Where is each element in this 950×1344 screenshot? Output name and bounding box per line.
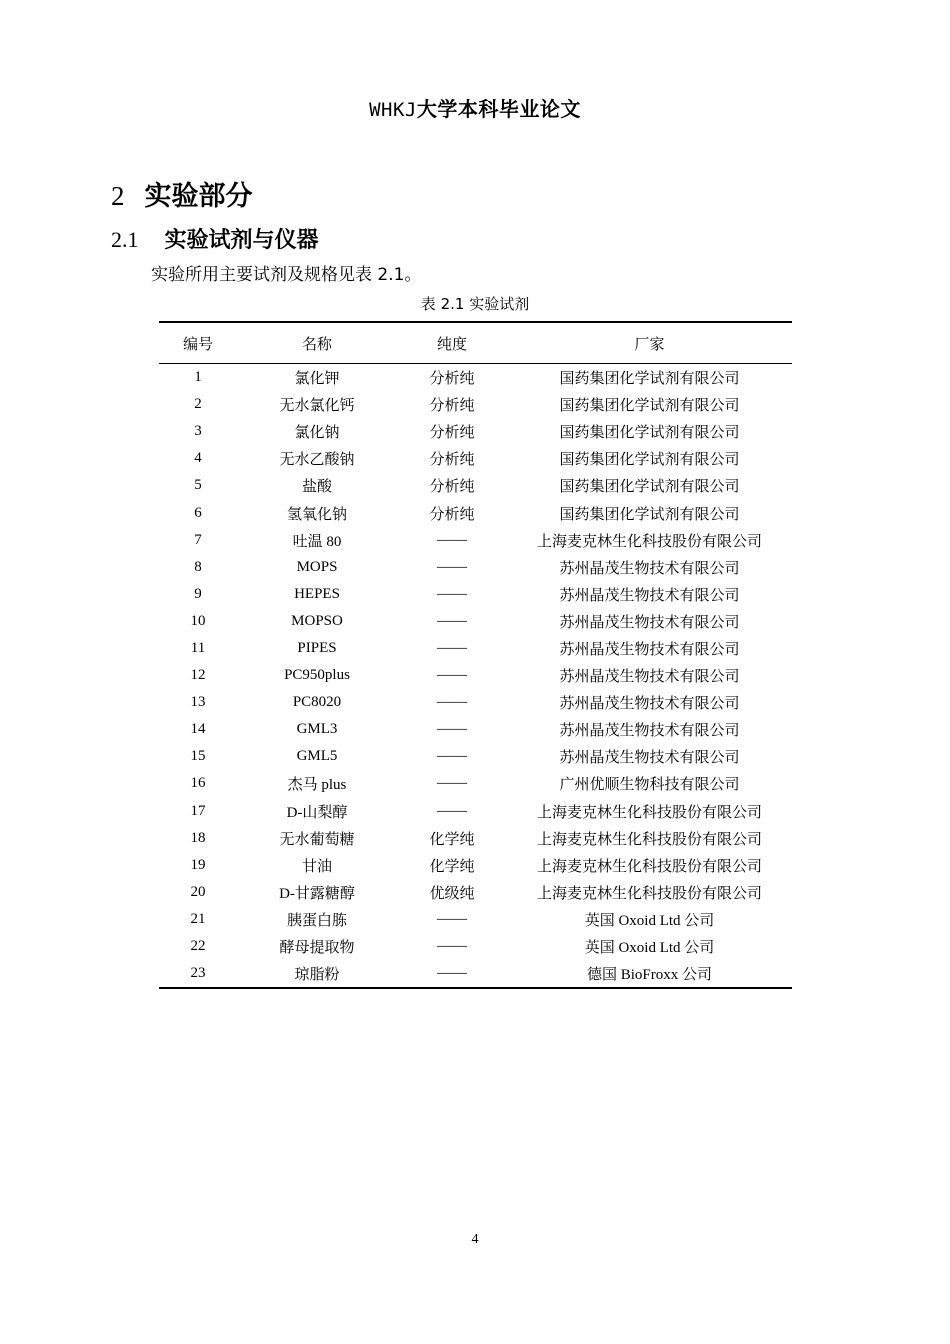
- cell-number: 10: [190, 612, 206, 629]
- cell-manufacturer: 上海麦克林生化科技股份有限公司: [536, 804, 762, 821]
- cell-name: MOPSO: [291, 612, 343, 629]
- cell-name: HEPES: [294, 585, 340, 602]
- cell-manufacturer: 国药集团化学试剂有限公司: [559, 506, 740, 523]
- cell-manufacturer: 苏州晶茂生物技术有限公司: [559, 614, 740, 631]
- cell-purity: ——: [437, 721, 467, 738]
- table-row: [159, 933, 792, 960]
- cell-purity: 优级纯: [429, 885, 475, 902]
- cell-name: GML5: [296, 748, 338, 765]
- cell-purity: ——: [437, 802, 467, 819]
- cell-number: 21: [190, 910, 206, 927]
- table-caption: 表 2.1 实验试剂: [420, 295, 530, 313]
- cell-manufacturer: 苏州晶茂生物技术有限公司: [559, 723, 740, 740]
- cell-number: 15: [190, 748, 206, 765]
- table-row: [159, 364, 792, 392]
- section-number: 2.1: [111, 227, 139, 252]
- cell-manufacturer: 上海麦克林生化科技股份有限公司: [536, 885, 762, 902]
- cell-manufacturer: 上海麦克林生化科技股份有限公司: [536, 533, 762, 550]
- cell-name: 无水乙酸钠: [279, 452, 355, 469]
- cell-number: 22: [190, 938, 206, 955]
- cell-name: 胰蛋白胨: [286, 912, 347, 929]
- cell-purity: ——: [437, 694, 467, 711]
- table-row: [159, 418, 792, 445]
- cell-purity: 分析纯: [429, 506, 475, 523]
- cell-name: PIPES: [297, 639, 337, 656]
- cell-manufacturer: 苏州晶茂生物技术有限公司: [559, 669, 740, 686]
- cell-purity: 分析纯: [429, 425, 475, 442]
- cell-manufacturer: 英国 Oxoid Ltd 公司: [584, 940, 715, 957]
- table-row: [159, 499, 792, 526]
- table-row: [159, 743, 792, 770]
- column-header-name: 名称: [301, 334, 332, 353]
- reagents-table: [159, 321, 792, 989]
- cell-name: 无水氯化钙: [279, 398, 355, 415]
- cell-purity: ——: [437, 965, 467, 982]
- cell-purity: ——: [437, 558, 467, 575]
- cell-manufacturer: 国药集团化学试剂有限公司: [559, 452, 740, 469]
- cell-number: 23: [190, 965, 206, 982]
- cell-number: 14: [190, 721, 206, 738]
- table-row: [159, 852, 792, 879]
- table-row: [159, 825, 792, 852]
- cell-purity: ——: [437, 639, 467, 656]
- cell-manufacturer: 国药集团化学试剂有限公司: [559, 425, 740, 442]
- cell-manufacturer: 上海麦克林生化科技股份有限公司: [536, 858, 762, 875]
- cell-manufacturer: 上海麦克林生化科技股份有限公司: [536, 831, 762, 848]
- cell-purity: ——: [437, 748, 467, 765]
- cell-purity: ——: [437, 612, 467, 629]
- page-number: 4: [471, 1232, 479, 1247]
- cell-name: D-山梨醇: [286, 804, 348, 821]
- cell-manufacturer: 苏州晶茂生物技术有限公司: [559, 560, 740, 577]
- cell-purity: ——: [437, 938, 467, 955]
- cell-purity: ——: [437, 775, 467, 792]
- table-row: [159, 716, 792, 743]
- cell-purity: ——: [437, 531, 467, 548]
- cell-number: 7: [194, 531, 202, 548]
- cell-name: 杰马 plus: [287, 777, 347, 794]
- cell-number: 2: [194, 396, 202, 413]
- cell-name: 氯化钠: [294, 425, 340, 442]
- column-header-purity: 纯度: [436, 334, 467, 353]
- cell-manufacturer: 苏州晶茂生物技术有限公司: [559, 696, 740, 713]
- cell-number: 3: [194, 423, 202, 440]
- table-header-row: [159, 322, 792, 364]
- table-row: [159, 391, 792, 418]
- body-paragraph: 实验所用主要试剂及规格见表 2.1。: [151, 265, 422, 285]
- cell-name: 盐酸: [301, 479, 332, 496]
- cell-purity: ——: [437, 910, 467, 927]
- cell-manufacturer: 国药集团化学试剂有限公司: [559, 398, 740, 415]
- chapter-title: 实验部分: [144, 181, 253, 212]
- table-row: [159, 960, 792, 988]
- cell-name: D-甘露糖醇: [279, 885, 355, 902]
- cell-number: 9: [194, 585, 202, 602]
- cell-purity: 分析纯: [429, 371, 475, 388]
- cell-name: 无水葡萄糖: [279, 831, 355, 848]
- cell-purity: ——: [437, 585, 467, 602]
- cell-number: 8: [194, 558, 202, 575]
- cell-number: 16: [190, 775, 206, 792]
- cell-name: 甘油: [301, 858, 332, 875]
- header-chinese-text: 大学本科毕业论文: [416, 97, 581, 121]
- cell-name: 氯化钾: [294, 371, 340, 388]
- cell-manufacturer: 苏州晶茂生物技术有限公司: [559, 641, 740, 658]
- table-row: [159, 635, 792, 662]
- cell-number: 1: [194, 369, 202, 386]
- cell-number: 13: [190, 694, 206, 711]
- cell-manufacturer: 德国 BioFroxx 公司: [586, 967, 712, 984]
- table-row: [159, 770, 792, 797]
- cell-number: 20: [190, 883, 206, 900]
- chapter-number: 2: [111, 181, 125, 211]
- cell-number: 4: [194, 450, 202, 467]
- cell-purity: ——: [437, 667, 467, 684]
- table-row: [159, 581, 792, 608]
- cell-manufacturer: 国药集团化学试剂有限公司: [559, 479, 740, 496]
- column-header-manufacturer: 厂家: [634, 334, 665, 353]
- cell-manufacturer: 苏州晶茂生物技术有限公司: [559, 750, 740, 767]
- cell-manufacturer: 英国 Oxoid Ltd 公司: [584, 912, 715, 929]
- table-row: [159, 879, 792, 906]
- cell-number: 12: [190, 667, 206, 684]
- table-row: [159, 554, 792, 581]
- cell-name: GML3: [296, 721, 338, 738]
- cell-number: 18: [190, 829, 206, 846]
- table-row: [159, 906, 792, 933]
- table-row: [159, 662, 792, 689]
- cell-number: 19: [190, 856, 206, 873]
- cell-name: PC8020: [292, 694, 342, 711]
- cell-name: PC950plus: [284, 667, 350, 684]
- cell-name: 琼脂粉: [294, 967, 340, 984]
- cell-name: 吐温 80: [292, 533, 342, 550]
- cell-number: 5: [194, 477, 202, 494]
- cell-number: 6: [194, 504, 202, 521]
- cell-purity: 分析纯: [429, 479, 475, 496]
- table-row: [159, 689, 792, 716]
- chapter-heading: [111, 176, 253, 217]
- table-row: [159, 527, 792, 554]
- cell-manufacturer: 广州优顺生物科技有限公司: [559, 777, 740, 794]
- cell-purity: 分析纯: [429, 452, 475, 469]
- table-row: [159, 445, 792, 472]
- table-row: [159, 608, 792, 635]
- section-title: 实验试剂与仪器: [164, 228, 319, 253]
- table-row: [159, 472, 792, 499]
- cell-purity: 分析纯: [429, 398, 475, 415]
- table-body: [159, 364, 792, 989]
- cell-name: 氢氧化钠: [286, 506, 347, 523]
- column-header-number: 编号: [182, 334, 213, 353]
- section-heading: [111, 223, 319, 258]
- cell-number: 11: [190, 639, 206, 656]
- table-row: [159, 798, 792, 825]
- cell-manufacturer: 苏州晶茂生物技术有限公司: [559, 587, 740, 604]
- cell-name: 酵母提取物: [279, 940, 355, 957]
- header-latin-text: WHKJ: [369, 99, 417, 121]
- cell-purity: 化学纯: [429, 831, 475, 848]
- cell-number: 17: [190, 802, 206, 819]
- cell-manufacturer: 国药集团化学试剂有限公司: [559, 371, 740, 388]
- cell-name: MOPS: [296, 558, 338, 575]
- cell-purity: 化学纯: [429, 858, 475, 875]
- running-header: [0, 94, 950, 125]
